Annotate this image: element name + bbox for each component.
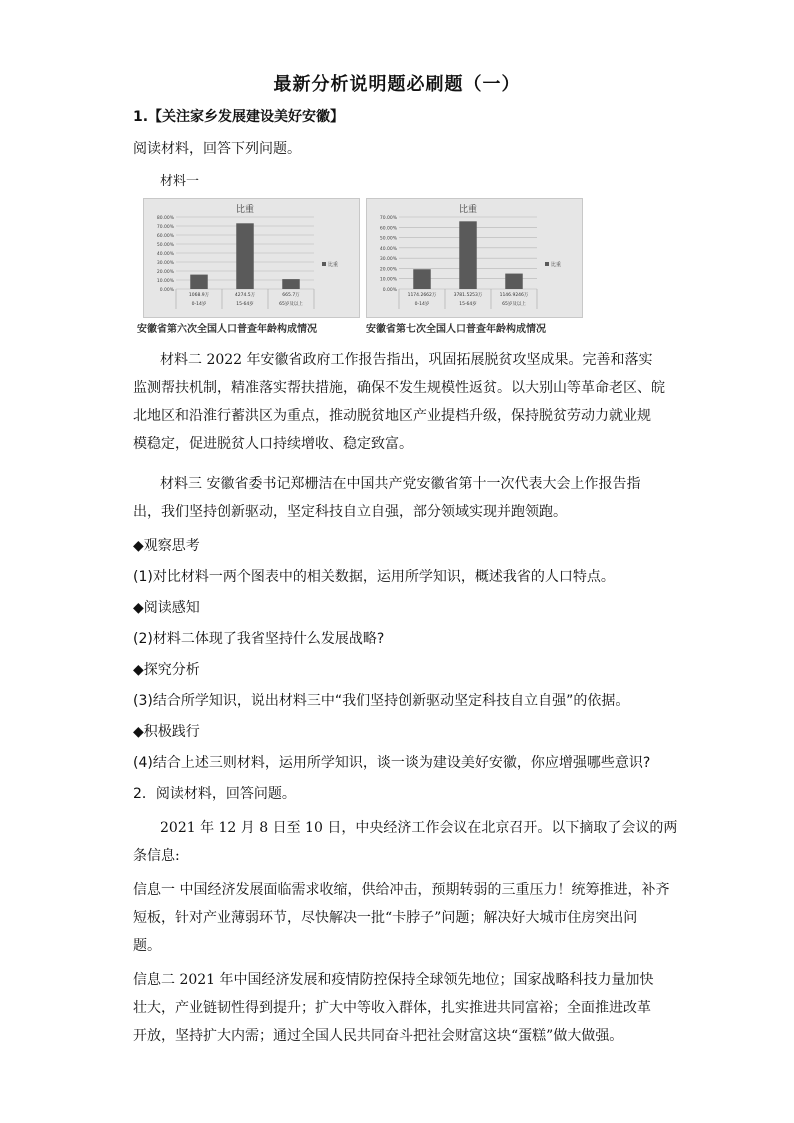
y-tick-label: 70.00% (156, 225, 174, 230)
chart-caption-0: 安徽省第六次全国人口普查年龄构成情况 (137, 324, 317, 335)
legend-swatch (545, 262, 549, 266)
y-tick-label: 60.00% (379, 226, 397, 232)
bar (236, 223, 253, 289)
y-tick-label: 40.00% (156, 252, 174, 257)
chart-caption-1: 安徽省第七次全国人口普查年龄构成情况 (366, 324, 546, 335)
section-question: (4)结合上述三则材料，运用所学知识，谈一谈为建设美好安徽，你应增强哪些意识? (133, 755, 651, 771)
material-2-line: 模稳定，促进脱贫人口持续增收、稳定致富。 (133, 436, 413, 452)
legend-swatch (322, 262, 326, 266)
section-heading: ◆探究分析 (133, 662, 200, 678)
q2-intro-line: 2021 年 12 月 8 日至 10 日，中央经济工作会议在北京召开。以下摘取了会议的两 (160, 820, 678, 836)
section-question: (2)材料二体现了我省坚持什么发展战略? (133, 631, 385, 647)
y-tick-label: 20.00% (379, 267, 397, 273)
y-tick-label: 10.00% (156, 279, 174, 284)
section-question: (1)对比材料一两个图表中的相关数据，运用所学知识，概述我省的人口特点。 (133, 569, 615, 585)
chart-title: 比重 (458, 205, 478, 215)
info-1-line: 题。 (133, 938, 161, 954)
bar (505, 274, 522, 289)
chart-sixth-census (143, 198, 360, 318)
x-tick-label: 15-64岁 (236, 302, 254, 307)
info-2-line: 开放，坚持扩大内需；通过全国人民共同奋斗把社会财富这块“蛋糕”做大做强。 (133, 1028, 624, 1044)
bar-data-label: 1146.9246万 (499, 293, 529, 298)
info-2-line: 信息二 2021 年中国经济发展和疫情防控保持全球领先地位；国家战略科技力量加快 (133, 972, 654, 988)
legend-label: 比重 (328, 262, 339, 268)
q2-head: 2．阅读材料，回答问题。 (133, 786, 296, 802)
bar-data-label: 665.7万 (282, 293, 300, 298)
section-question: (3)结合所学知识，说出材料三中“我们坚持创新驱动坚定科技自立自强”的依据。 (133, 693, 630, 709)
section-heading: ◆观察思考 (133, 538, 200, 554)
material-3-line: 材料三 安徽省委书记郑栅洁在中国共产党安徽省第十一次代表大会上作报告指 (160, 476, 641, 492)
info-1-line: 信息一 中国经济发展面临需求收缩，供给冲击，预期转弱的三重压力！统筹推进，补齐 (133, 882, 670, 898)
y-tick-label: 20.00% (156, 270, 174, 275)
q1-head: 1.【关注家乡发展建设美好安徽】 (133, 109, 345, 125)
x-tick-label: 0-14岁 (191, 302, 207, 307)
material-2-line: 北地区和沿淮行蓄洪区为重点，推动脱贫地区产业提档升级，保持脱贫劳动力就业规 (133, 408, 651, 424)
material-1-label: 材料一 (160, 174, 200, 189)
section-heading: ◆阅读感知 (133, 600, 200, 616)
y-tick-label: 30.00% (156, 261, 174, 266)
y-tick-label: 0.00% (382, 288, 397, 293)
y-tick-label: 40.00% (379, 246, 397, 252)
chart-seventh-census (366, 198, 583, 318)
y-tick-label: 80.00% (156, 216, 174, 221)
info-1-line: 短板，针对产业薄弱环节，尽快解决一批“卡脖子”问题；解决好大城市住房突出问 (133, 910, 638, 926)
bar (413, 269, 430, 289)
y-tick-label: 60.00% (156, 234, 174, 239)
chart-svg-0 (144, 199, 359, 317)
y-tick-label: 50.00% (379, 236, 397, 242)
q1-instruction: 阅读材料，回答下列问题。 (133, 141, 301, 157)
bar-data-label: 4274.5万 (234, 293, 256, 298)
x-tick-label: 65岁及以上 (279, 302, 303, 307)
section-heading: ◆积极践行 (133, 724, 200, 740)
q2-intro-line: 条信息: (133, 848, 180, 864)
material-3-line: 出，我们坚持创新驱动，坚定科技自立自强，部分领域实现并跑领跑。 (133, 504, 567, 520)
bar-data-label: 3781.5253万 (453, 293, 483, 298)
material-1-charts (133, 198, 573, 338)
y-tick-label: 30.00% (379, 257, 397, 263)
material-2-line: 监测帮扶机制，精准落实帮扶措施，确保不发生规模性返贫。以大别山等革命老区、皖 (133, 380, 665, 396)
x-tick-label: 15-64岁 (459, 302, 477, 307)
bar-data-label: 1068.9万 (188, 293, 210, 298)
legend-label: 比重 (551, 262, 562, 268)
y-tick-label: 70.00% (379, 216, 397, 221)
chart-title: 比重 (235, 205, 255, 215)
bar (190, 275, 207, 289)
info-2-line: 壮大，产业链韧性得到提升；扩大中等收入群体，扎实推进共同富裕；全面推进改革 (133, 1000, 651, 1016)
bar (459, 221, 476, 289)
x-tick-label: 65岁及以上 (502, 302, 526, 307)
y-tick-label: 50.00% (156, 243, 174, 248)
bar (282, 279, 299, 289)
chart-svg-1 (367, 199, 582, 317)
y-tick-label: 10.00% (379, 277, 397, 283)
page-title: 最新分析说明题必刷题（一） (273, 74, 521, 95)
material-2-line: 材料二 2022 年安徽省政府工作报告指出，巩固拓展脱贫攻坚成果。完善和落实 (160, 352, 653, 368)
x-tick-label: 0-14岁 (414, 302, 430, 307)
y-tick-label: 0.00% (159, 288, 174, 293)
bar-data-label: 1174.2662万 (407, 293, 437, 298)
